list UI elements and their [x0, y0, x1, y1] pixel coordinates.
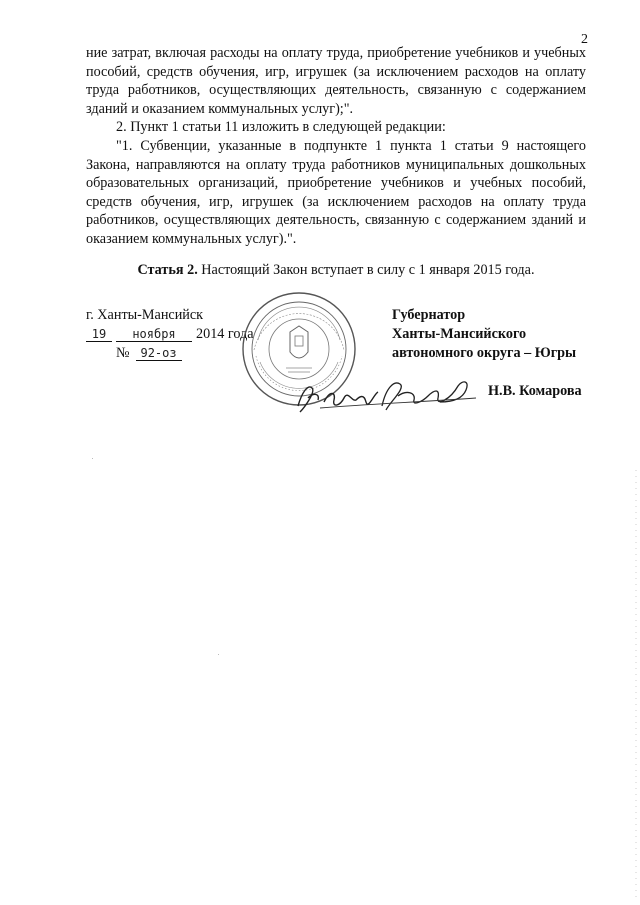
- governor-title: [392, 306, 576, 363]
- governor-name: Н.В. Комарова: [488, 383, 582, 399]
- signing-date: [86, 326, 254, 343]
- paragraph-quoted-text: "1. Субвенции, указанные в подпункте 1 пункта 1 статьи 9 настоящего Закона, направляются на оплату труда работников муниципальных дошкольных образовательных организаций, приобретение учебников и учебных пособий, средств обучения, игр, игрушек (за исключением расходов на оплату труда работников, осуществляющих деятельность, связанную с содержанием зданий и оказанием коммунальных услуг).".: [86, 137, 586, 247]
- governor-title-line-3: автономного округа – Югры: [392, 345, 577, 361]
- governor-title-line-1: Губернатор: [392, 307, 466, 323]
- scan-margin-dots: [634, 470, 638, 900]
- paragraph-continuation: ние затрат, включая расходы на оплату труда, приобретение учебников и учебных пособий, средств обучения, игр, игрушек (за исключением расходов на оплату труда работников, осуществляющих деятельность, связанную с содержанием зданий и оказанием коммунальных услуг);".: [86, 45, 586, 117]
- body-text: [86, 44, 586, 249]
- law-number: [116, 345, 182, 362]
- signing-place: г. Ханты-Мансийск: [86, 307, 204, 323]
- article-2: [86, 262, 586, 279]
- scan-speck: [218, 654, 219, 655]
- number-value: 92-оз: [136, 346, 182, 361]
- page-number: 2: [581, 32, 588, 47]
- number-prefix: №: [116, 345, 130, 361]
- article-text: Настоящий Закон вступает в силу с 1 января 2015 года.: [197, 262, 535, 278]
- handwritten-signature-image: [290, 372, 480, 418]
- date-month: ноября: [116, 327, 192, 342]
- governor-title-line-2: Ханты-Мансийского: [392, 326, 527, 342]
- date-year: 2014 года: [196, 326, 254, 342]
- paragraph-item-2: 2. Пункт 1 статьи 11 изложить в следующей редакции:: [116, 119, 446, 136]
- article-label: Статья 2.: [137, 262, 198, 278]
- date-day: 19: [86, 327, 112, 342]
- scan-speck: [92, 458, 93, 459]
